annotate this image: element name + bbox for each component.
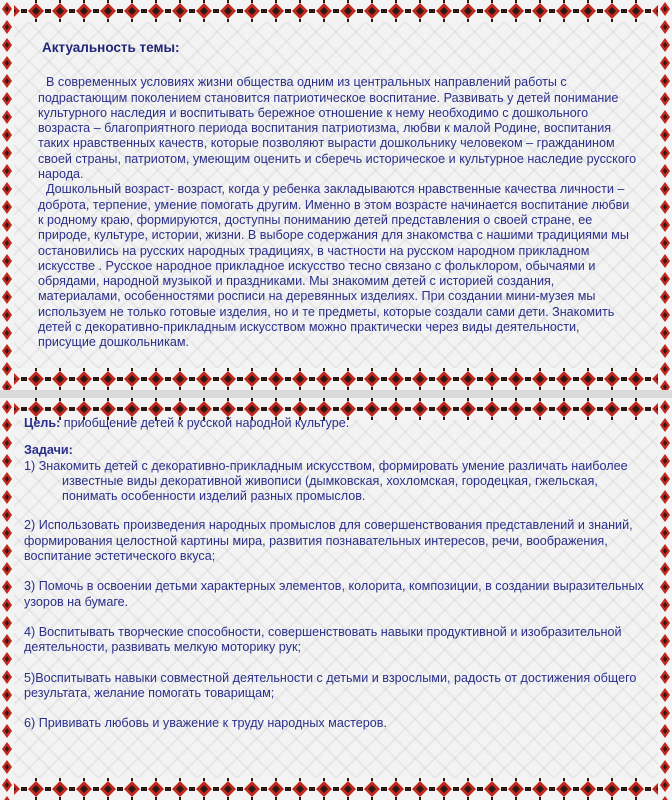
goal-label: Цель: <box>24 416 61 430</box>
task-item-3: 3) Помочь в освоении детьми характерных элементов, колорита, композиции, в создании выразительных узоров на бумаге. <box>24 579 644 609</box>
ornament-border-top <box>0 0 672 22</box>
task-item-5: 5)Воспитывать навыки совместной деятельности с детьми и взрослыми, радость от достижения общего результата, желание помогать товарищам; <box>24 670 637 700</box>
tasks-label: Задачи: <box>24 443 73 458</box>
task-item-1: 1) Знакомить детей с декоративно-прикладным искусством, формировать умение различать наиболее известные виды декоративной живописи (дымковская, хохломская, городецкая, гжельская, понимать особенности изделий разных промыслов. <box>24 458 628 504</box>
ornament-border-left <box>0 0 14 390</box>
ornament-border-bottom <box>0 778 672 800</box>
actuality-title: Актуальность темы: <box>42 40 180 55</box>
task-item-2: 2) Использовать произведения народных промыслов для совершенствования представлений и знаний, формирования целостной картины мира, развития познавательных интересов, речи, воображения, воспитание эстетического вкуса; <box>24 518 633 564</box>
ornament-border-left <box>0 398 14 800</box>
task-item-6: 6) Прививать любовь и уважение к труду народных мастеров. <box>24 716 387 731</box>
goals-content <box>24 416 644 746</box>
task-item-4: 4) Воспитывать творческие способности, совершенствовать навыки продуктивной и изобразительной деятельности, развивать мелкую моторику рук; <box>24 624 622 655</box>
ornament-border-right <box>658 0 672 390</box>
slide-divider <box>0 390 672 398</box>
actuality-paragraph-2: Дошкольный возраст- возраст, когда у ребенка закладываются нравственные качества личности – доброта, терпение, умение помогать другим. Именно в этом возрасте начинается воспитание любви к родному краю, формируются, доступны пониманию детей представления о своей стране, ее природе, культуре, истории, жизни. В выборе содержания для знакомства с нашими традициями мы остановились на русских народных традициях, в частности на русском народном прикладном искусстве . Русское народное прикладное искусство тесно связано с фольклором, обычаями и обрядами, народной музыкой и праздниками. Мы знакомим детей с историей создания, материалами, особенностями росписи на деревянных изделиях. При создании мини-музея мы используем не только готовые изделия, но и те предметы, которые создали сами дети. Знакомить детей с декоративно-прикладным искусством можно практически через виды деятельности, присущие дошкольникам. <box>38 182 630 350</box>
actuality-content <box>38 40 638 351</box>
ornament-border-right <box>658 398 672 800</box>
ornament-border-bottom <box>0 368 672 390</box>
goal-text: приобщение детей к русской народной культуре. <box>60 416 350 430</box>
goal-line <box>24 416 644 431</box>
actuality-paragraph-1: В современных условиях жизни общества одним из центральных направлений работы с подрастающим поколением становится патриотическое воспитание. Развивать у детей понимание культурного наследия и воспитывать бережное отношение к нему необходимо с дошкольного возраста – благоприятного периода воспитания патриотизма, любви к малой Родине, воспитания таких нравственных качеств, которые позволяют вырасти дошкольнику человеком – гражданином своей страны, патриотом, умеющим оценить и сберечь историческое и культурное наследие русского народа. <box>38 75 637 182</box>
